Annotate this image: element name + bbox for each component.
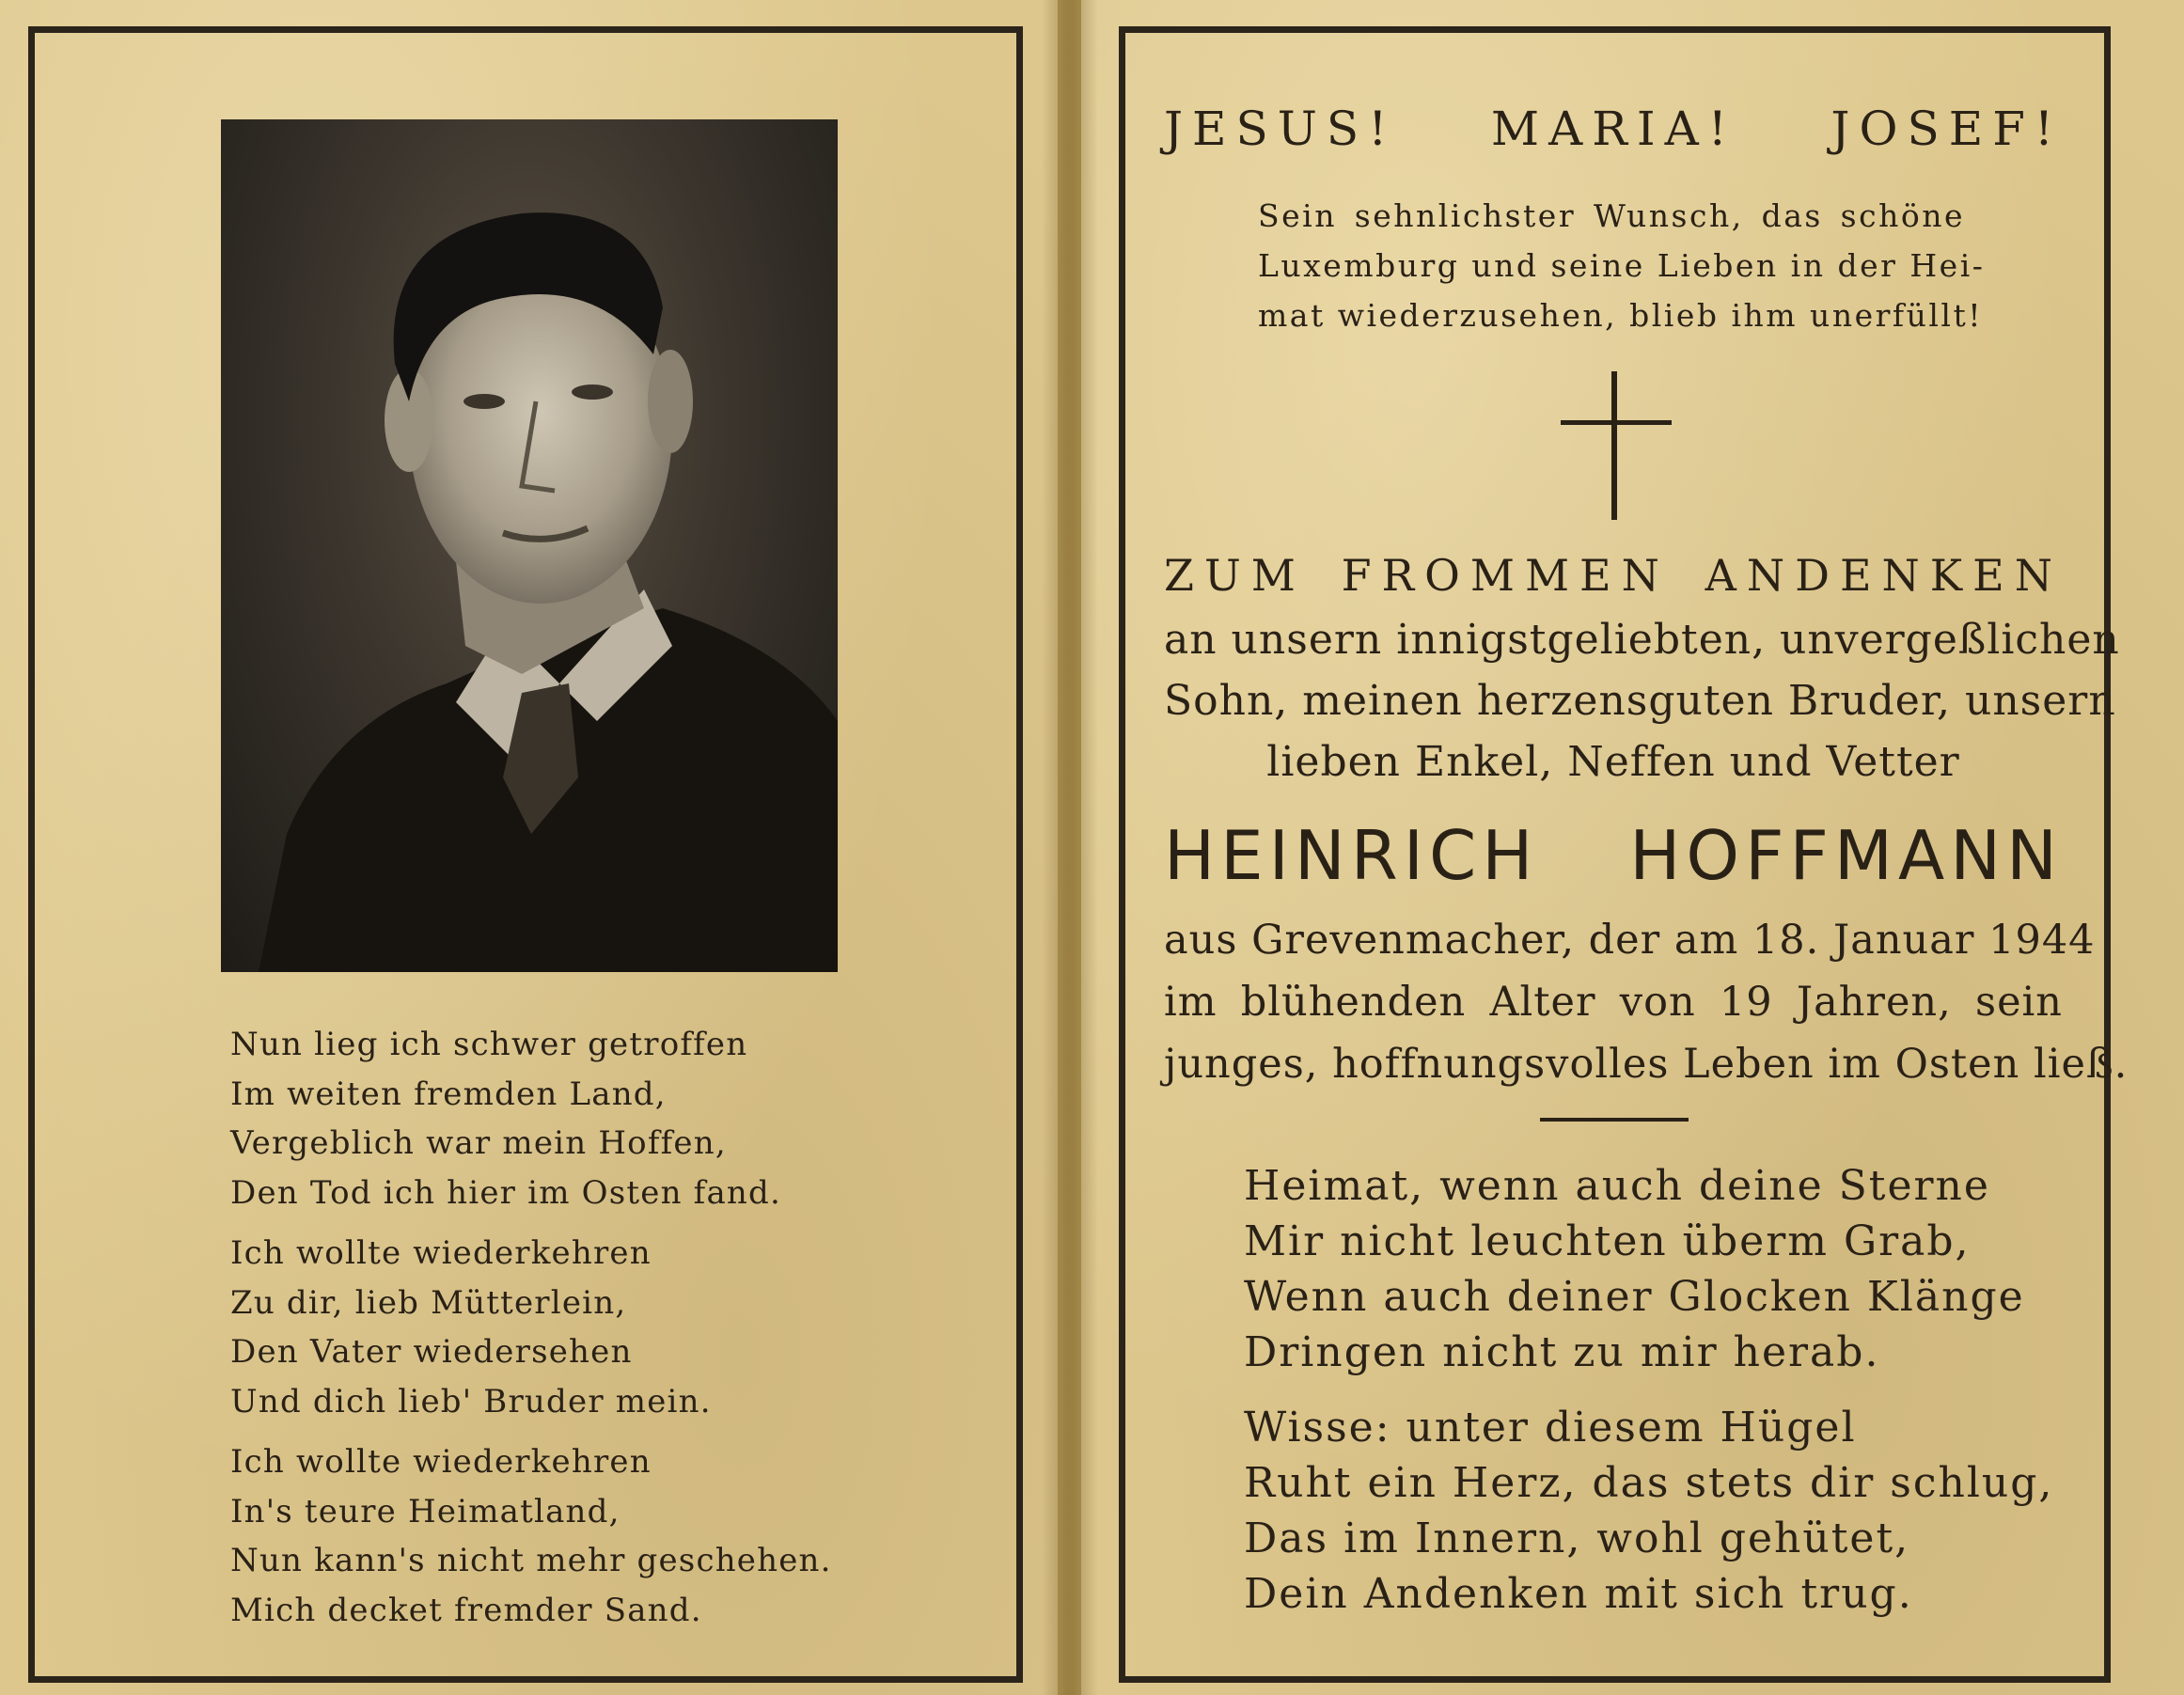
invocation-jesus: JESUS! — [1164, 102, 1397, 156]
poem-line: In's teure Heimatland, — [230, 1492, 621, 1530]
poem-line: Den Tod ich hier im Osten fand. — [230, 1173, 781, 1212]
poem-line: Das im Innern, wohl gehütet, — [1244, 1515, 1910, 1562]
dedication-line: Sohn, meinen herzensguten Bruder, unsern — [1164, 677, 2116, 725]
bio-line: junges, hoffnungsvolles Leben im Osten ließ. — [1164, 1041, 2129, 1088]
dedication-line: lieben Enkel, Neffen und Vetter — [1266, 738, 1960, 786]
poem-line: Wenn auch deiner Glocken Klänge — [1244, 1273, 2025, 1321]
dedication-text — [1164, 609, 2120, 793]
poem-line: Den Vater wiedersehen — [230, 1333, 633, 1371]
poem-line: Wisse: unter diesem Hügel — [1244, 1404, 1857, 1452]
poem-line: Dein Andenken mit sich trug. — [1244, 1570, 1913, 1618]
poem-line: Mich decket fremder Sand. — [230, 1591, 702, 1629]
poem-line: Zu dir, lieb Mütterlein, — [230, 1283, 627, 1322]
poem-line: Nun lieg ich schwer getroffen — [230, 1026, 748, 1063]
poem-line: Im weiten fremden Land, — [230, 1075, 667, 1113]
dedication-line: an unsern innigstgeliebten, unvergeßlichen — [1164, 616, 2120, 664]
right-poem — [1244, 1158, 2054, 1641]
poem-stanza — [1244, 1158, 2025, 1380]
invocation-header — [1164, 102, 2063, 156]
dedication-title: ZUM FROMMEN ANDENKEN — [1164, 550, 2063, 601]
poem-line: Ruht ein Herz, das stets dir schlug, — [1244, 1459, 2054, 1507]
poem-line: Mir nicht leuchten überm Grab, — [1244, 1217, 1971, 1265]
deceased-name: HEINRICH HOFFMANN — [1164, 816, 2063, 895]
bio-line: aus Grevenmacher, der am 18. Januar 1944 — [1164, 917, 2096, 964]
divider-line — [1540, 1118, 1689, 1122]
invocation-josef: JOSEF! — [1830, 102, 2063, 156]
wish-line: Sein sehnlichster Wunsch, das schöne — [1258, 197, 1965, 234]
poem-stanza — [230, 1020, 841, 1217]
bio-line: im blühenden Alter von 19 Jahren, sein — [1164, 979, 2063, 1026]
left-poem — [230, 1020, 841, 1646]
wish-text — [1258, 191, 1986, 340]
poem-stanza — [1244, 1400, 2054, 1622]
poem-line: Nun kann's nicht mehr geschehen. — [230, 1542, 832, 1579]
wish-line: mat wiederzusehen, blieb ihm unerfüllt! — [1258, 297, 1983, 334]
poem-line: Vergeblich war mein Hoffen, — [230, 1124, 727, 1162]
wish-line: Luxemburg und seine Lieben in der Hei- — [1258, 247, 1986, 284]
bio-text — [1164, 909, 2129, 1095]
poem-stanza — [230, 1437, 841, 1635]
card-fold — [1042, 0, 1098, 1695]
poem-stanza — [230, 1229, 841, 1426]
cross-icon — [1561, 371, 1672, 520]
poem-line: Heimat, wenn auch deine Sterne — [1244, 1162, 1990, 1210]
poem-line: Dringen nicht zu mir herab. — [1244, 1328, 1880, 1376]
poem-line: Und dich lieb' Bruder mein. — [230, 1382, 712, 1420]
invocation-maria: MARIA! — [1490, 102, 1736, 156]
poem-line: Ich wollte wiederkehren — [230, 1443, 652, 1481]
portrait-photo — [221, 119, 838, 972]
poem-line: Ich wollte wiederkehren — [230, 1234, 652, 1272]
